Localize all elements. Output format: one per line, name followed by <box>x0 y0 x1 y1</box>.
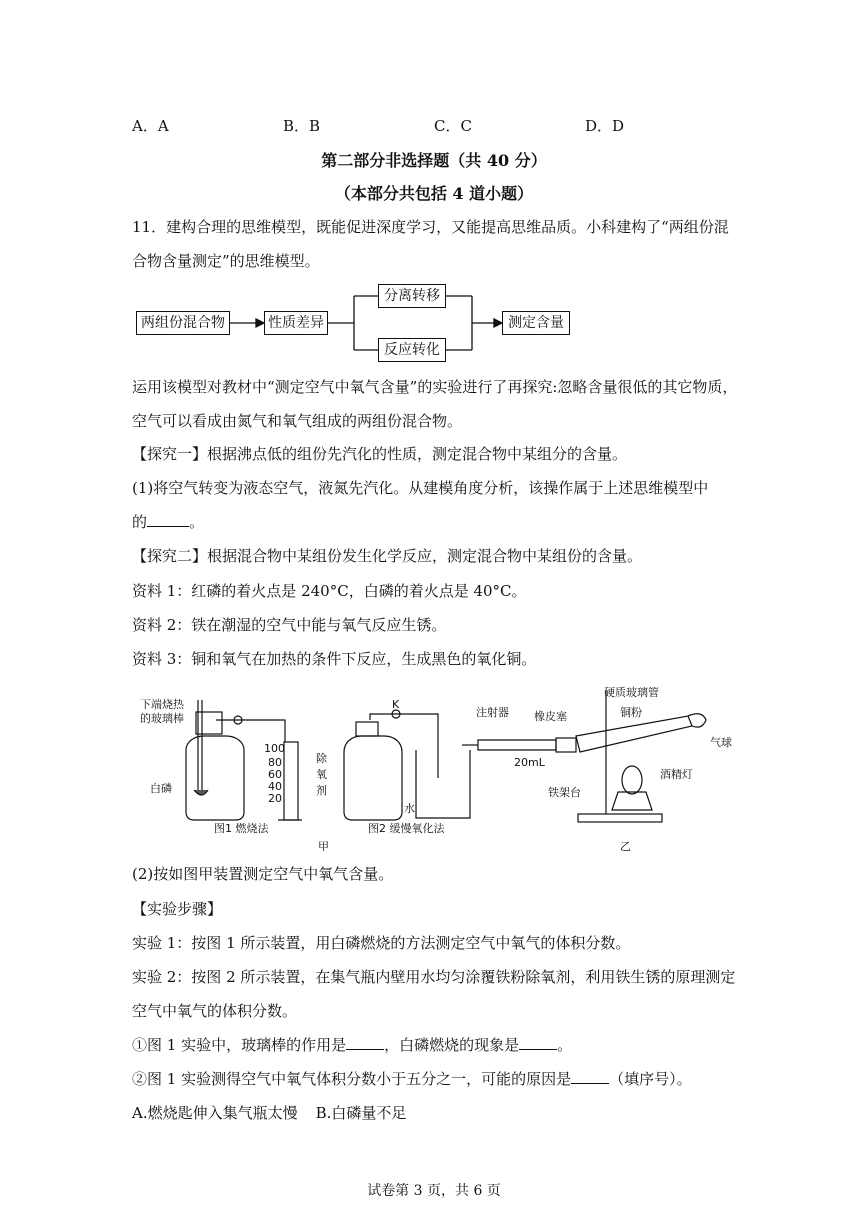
fig2-label-k: K <box>392 698 400 711</box>
choices-line <box>132 1102 406 1123</box>
fig2-beaker <box>416 750 470 818</box>
fig2-agent-3: 剂 <box>316 784 327 797</box>
info2: 资料 2：铁在潮湿的空气中能与氧气反应生锈。 <box>132 616 447 634</box>
sub1-text-a: ①图 1 实验中，玻璃棒的作用是 <box>132 1036 347 1054</box>
exp2-line1: 实验 2：按图 2 所示装置，在集气瓶内壁用水均匀涂覆铁粉除氧剂，利用铁生锈的原理测定 <box>132 968 736 986</box>
fig3-rubber-stopper <box>556 738 576 752</box>
info3: 资料 3：铜和氧气在加热的条件下反应，生成黑色的氧化铜。 <box>132 650 537 668</box>
fig1-label-phosphorus: 白磷 <box>150 782 172 795</box>
sub1-text-b: ，白磷燃烧的现象是 <box>384 1036 520 1054</box>
info1: 资料 1：红磷的着火点是 240°C，白磷的着火点是 40°C。 <box>132 582 527 600</box>
steps-title: 【实验步骤】 <box>132 900 223 918</box>
fig2-bottle <box>344 736 402 820</box>
answer-blank-4[interactable] <box>571 1069 609 1084</box>
fig1-stopper <box>196 712 222 734</box>
page-footer: 试卷第 3 页，共 6 页 <box>367 1183 501 1199</box>
q1-prefix: 的 <box>132 513 148 531</box>
sub2-text-a: ②图 1 实验测得空气中氧气体积分数小于五分之一，可能的原因是 <box>132 1070 572 1088</box>
box-reaction-conversion: 反应转化 <box>378 338 446 362</box>
fig1-scale-100: 100 <box>264 742 285 755</box>
exp1-line: 实验 1：按图 1 所示装置，用白磷燃烧的方法测定空气中氧气的体积分数。 <box>132 934 631 952</box>
fig1-tube <box>216 720 285 742</box>
explore1: 【探究一】根据沸点低的组份先汽化的性质，测定混合物中某组分的含量。 <box>132 445 628 463</box>
fig3-label-copper: 铜粉 <box>620 706 642 719</box>
fig3-stand-base <box>578 814 662 822</box>
box-property-difference: 性质差异 <box>264 311 328 335</box>
fig3-label-20ml: 20mL <box>514 756 545 769</box>
fig2-agent-1: 除 <box>316 752 327 765</box>
figure-label-yi: 乙 <box>620 840 631 853</box>
fig3-lamp <box>612 792 652 810</box>
sub2-text-b: （填序号）。 <box>609 1070 692 1088</box>
box-two-component-mixture: 两组份混合物 <box>136 311 230 335</box>
fig2-stopper <box>356 722 378 736</box>
fig1-spoon <box>194 790 208 795</box>
part-subtitle: （本部分共包括 4 道小题） <box>334 184 534 203</box>
fig1-label-rod2: 的玻璃棒 <box>140 712 184 725</box>
fig3-syringe <box>478 740 556 750</box>
q2-line: (2)按如图甲装置测定空气中氧气含量。 <box>132 865 394 883</box>
fig3-glass-tube <box>576 716 692 752</box>
fig1-scale-60: 60 <box>268 768 282 781</box>
explore2: 【探究二】根据混合物中某组份发生化学反应，测定混合物中某组份的含量。 <box>132 547 643 565</box>
fig3-label-balloon: 气球 <box>710 736 732 749</box>
fig3-lamp-flame <box>622 766 642 794</box>
box-determine-content: 测定含量 <box>502 311 570 335</box>
sub2-line <box>132 1068 692 1089</box>
fig3-label-tube: 硬质玻璃管 <box>604 686 659 699</box>
sub1-text-c: 。 <box>557 1036 573 1054</box>
fig2-tube <box>370 714 438 778</box>
fig2-label-water: 水 <box>404 802 415 815</box>
fig1-caption: 图1 燃烧法 <box>214 822 269 835</box>
figure-label-jia: 甲 <box>318 840 329 853</box>
fig1-scale-80: 80 <box>268 756 282 769</box>
fig1-scale-40: 40 <box>268 780 282 793</box>
option-c: C．C <box>434 117 472 135</box>
fig3-label-stand: 铁架台 <box>548 786 581 799</box>
part-title: 第二部分非选择题（共 40 分） <box>321 151 547 170</box>
choice-b: B.白磷量不足 <box>315 1104 407 1122</box>
fig1-label-rod: 下端烧热 <box>140 698 184 711</box>
q11-intro-line2: 合物含量测定”的思维模型。 <box>132 252 320 270</box>
q11-intro-line1: 11．建构合理的思维模型，既能促进深度学习，又能提高思维品质。小科建构了“两组份混 <box>132 218 729 236</box>
sub1-line <box>132 1034 572 1055</box>
q1-line1: (1)将空气转变为液态空气，液氮先汽化。从建模角度分析，该操作属于上述思维模型中 <box>132 479 709 497</box>
answer-blank-3[interactable] <box>519 1035 557 1050</box>
box-separation-transfer: 分离转移 <box>378 284 446 308</box>
answer-blank-2[interactable] <box>346 1035 384 1050</box>
choice-a: A.燃烧匙伸入集气瓶太慢 <box>132 1104 298 1122</box>
fig2-agent-2: 氧 <box>316 768 327 781</box>
fig2-caption: 图2 缓慢氧化法 <box>368 822 445 835</box>
apply-line2: 空气可以看成由氮气和氧气组成的两组份混合物。 <box>132 412 463 430</box>
fig3-balloon <box>688 714 706 727</box>
option-a: A．A <box>132 117 169 135</box>
fig3-label-syringe: 注射器 <box>476 706 509 719</box>
fig3-label-lamp: 酒精灯 <box>660 768 693 781</box>
exp2-line2: 空气中氧气的体积分数。 <box>132 1002 298 1020</box>
apply-line1: 运用该模型对教材中“测定空气中氧气含量”的实验进行了再探究:忽略含量很低的其它物质， <box>132 378 738 396</box>
option-d: D．D <box>585 117 625 135</box>
q1-suffix: 。 <box>189 513 205 531</box>
fig1-scale-20: 20 <box>268 792 282 805</box>
fig3-label-stopper: 橡皮塞 <box>534 710 567 723</box>
fig1-bottle <box>186 736 244 820</box>
fig1-cylinder <box>284 742 298 820</box>
option-b: B．B <box>283 117 321 135</box>
